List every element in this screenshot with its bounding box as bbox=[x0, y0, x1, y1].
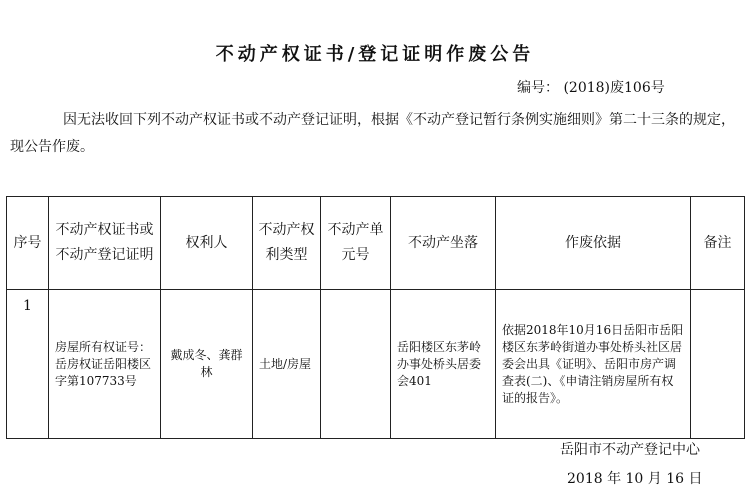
header-unit-number: 不动产单元号 bbox=[321, 197, 391, 290]
issuing-organization: 岳阳市不动产登记中心 bbox=[560, 442, 700, 458]
cell-certificate: 房屋所有权证号：岳房权证岳阳楼区字第107733号 bbox=[49, 290, 161, 439]
notice-title: 不动产权证书/登记证明作废公告 bbox=[215, 44, 535, 65]
intro-paragraph: 因无法收回下列不动产权证书或不动产登记证明，根据《不动产登记暂行条例实施细则》第二十三条的规定，现公告作废。 bbox=[10, 112, 735, 155]
header-certificate: 不动产权证书或不动产登记证明 bbox=[49, 197, 161, 290]
table-header-row bbox=[7, 197, 745, 290]
cell-seq: 1 bbox=[7, 290, 49, 439]
cell-remark bbox=[691, 290, 745, 439]
cell-unit-number bbox=[321, 290, 391, 439]
cell-right-holder: 戴成冬、龚群林 bbox=[161, 290, 253, 439]
document-number: 编号： (2018)废106号 bbox=[517, 80, 665, 96]
header-location: 不动产坐落 bbox=[391, 197, 496, 290]
header-seq: 序号 bbox=[7, 197, 49, 290]
cell-void-basis: 依据2018年10月16日岳阳市岳阳楼区东茅岭街道办事处桥头社区居委会出具《证明》、岳阳市房产调查表(二)、《申请注销房屋所有权证的报告》。 bbox=[496, 290, 691, 439]
header-void-basis: 作废依据 bbox=[496, 197, 691, 290]
cell-right-type: 土地/房屋 bbox=[253, 290, 321, 439]
cell-location: 岳阳楼区东茅岭办事处桥头居委会401 bbox=[391, 290, 496, 439]
table-row bbox=[7, 290, 745, 439]
header-remark: 备注 bbox=[691, 197, 745, 290]
void-certificate-table bbox=[6, 196, 745, 439]
header-right-holder: 权利人 bbox=[161, 197, 253, 290]
issue-date: 2018 年 10 月 16 日 bbox=[567, 471, 703, 487]
header-right-type: 不动产权利类型 bbox=[253, 197, 321, 290]
